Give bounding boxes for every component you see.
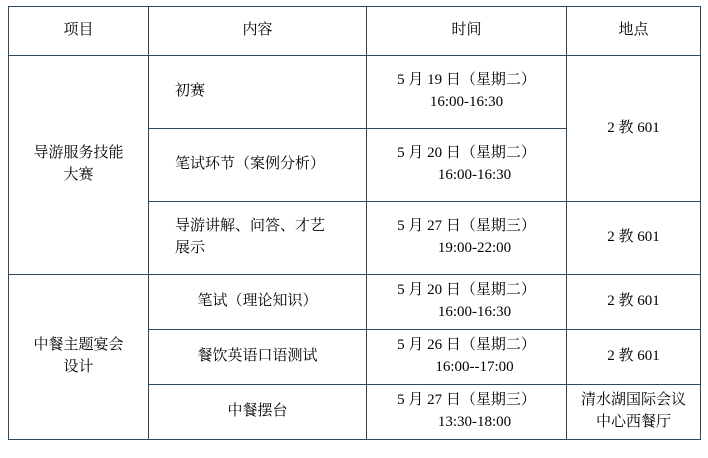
time-range: 13:30-18:00 <box>437 414 512 430</box>
table-row <box>9 56 701 129</box>
time-date: 5 月 19 日（星期二） <box>397 72 536 89</box>
column-header-project: 项目 <box>9 7 149 56</box>
table-row <box>9 275 701 330</box>
column-header-time: 时间 <box>367 7 567 56</box>
cell-time <box>367 202 567 275</box>
cell-content: 导游讲解、问答、才艺 展示 <box>149 202 367 275</box>
cell-place: 2 教 601 <box>567 56 701 202</box>
cell-place: 清水湖国际会议 中心西餐厅 <box>567 385 701 440</box>
cell-place: 2 教 601 <box>567 202 701 275</box>
table-header <box>9 7 701 56</box>
cell-project: 中餐主题宴会 设计 <box>9 275 149 440</box>
cell-time <box>367 275 567 330</box>
time-range: 16:00-16:30 <box>437 304 512 320</box>
time-date: 5 月 20 日（星期二） <box>397 282 536 299</box>
time-date: 5 月 20 日（星期二） <box>397 145 536 162</box>
cell-time <box>367 330 567 385</box>
cell-content: 笔试（理论知识） <box>149 275 367 330</box>
time-range: 16:00-16:30 <box>437 167 512 183</box>
cell-time <box>367 56 567 129</box>
time-date: 5 月 26 日（星期二） <box>397 337 536 354</box>
cell-time <box>367 385 567 440</box>
time-range: 16:00--17:00 <box>435 359 514 375</box>
time-date: 5 月 27 日（星期三） <box>397 218 536 235</box>
schedule-table <box>8 6 701 440</box>
time-date: 5 月 27 日（星期三） <box>397 392 536 409</box>
cell-content: 笔试环节（案例分析） <box>149 129 367 202</box>
table-body <box>9 56 701 440</box>
cell-content: 初赛 <box>149 56 367 129</box>
column-header-place: 地点 <box>567 7 701 56</box>
cell-place: 2 教 601 <box>567 275 701 330</box>
cell-content: 中餐摆台 <box>149 385 367 440</box>
cell-place: 2 教 601 <box>567 330 701 385</box>
column-header-content: 内容 <box>149 7 367 56</box>
cell-content: 餐饮英语口语测试 <box>149 330 367 385</box>
cell-time <box>367 129 567 202</box>
cell-project: 导游服务技能 大赛 <box>9 56 149 275</box>
table-header-row <box>9 7 701 56</box>
time-range: 16:00-16:30 <box>429 94 504 110</box>
time-range: 19:00-22:00 <box>437 240 512 256</box>
